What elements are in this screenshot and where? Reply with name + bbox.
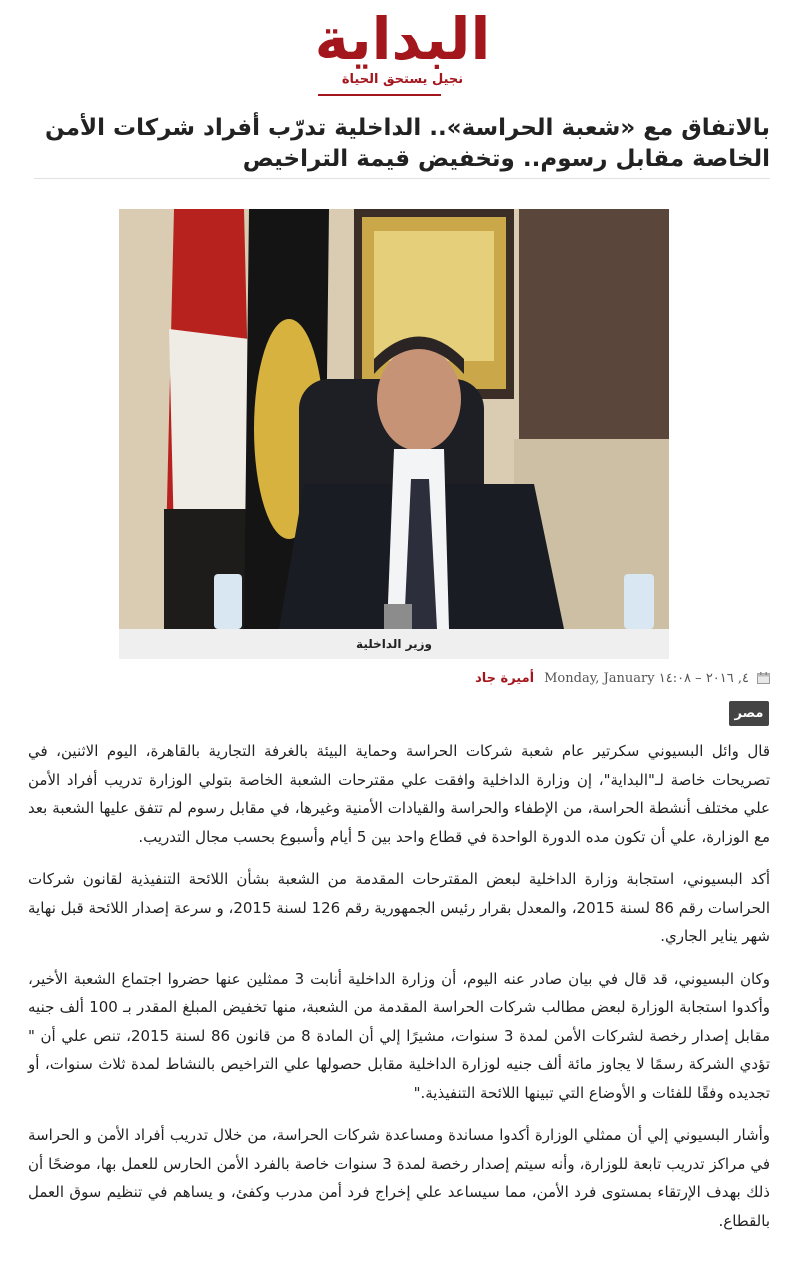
article-photo — [119, 209, 669, 629]
author-link[interactable]: أميرة جاد — [475, 670, 535, 686]
site-logo[interactable] — [300, 5, 505, 100]
image-caption: وزير الداخلية — [356, 637, 432, 651]
calendar-icon — [757, 672, 770, 684]
article-image-frame — [119, 209, 669, 659]
paragraph: قال وائل البسيوني سكرتير عام شعبة شركات الحراسة وحماية البيئة بالغرفة التجارية بالقاهرة، اليوم الاثنين، في تصريحات خاصة لـ"البداية"، إن وزارة الداخلية وافقت علي مقترحات الشعبة الخاصة بتولي الوزارة تدريب أفراد الأمن علي مختلف أنشطة الحراسة، من الإطفاء والحراسة والقيادات الأمنية وغيرها، في مقابل رسوم لم تتفق عليها الشعبة بعد مع الوزارة، علي أن تكون مده الدورة الواحدة في قطاع واحد بين 5 أيام وأسبوع بحسب مجال التدريب. — [28, 742, 770, 846]
paragraph: أكد البسيوني، استجابة وزارة الداخلية لبعض المقترحات المقدمة من الشعبة بشأن اللائحة التنفيذية لقانون شركات الحراسات رقم 86 لسنة 2015، والمعدل بقرار رئيس الجمهورية رقم 126 لسنة 2015، و سرعة إصدار اللائحة قبل نهاية شهر يناير الجاري. — [28, 870, 771, 945]
paragraph: وأشار البسيوني إلي أن ممثلي الوزارة أكدوا مساندة ومساعدة شركات الحراسة، من خلال تدريب أفراد الأمن و الحراسة في مراكز تدريب تابعة للوزارة، وأنه سيتم إصدار رخصة لمدة 3 سنوات خاصة بالفرد الأمن الحارس للعمل بها، موضحًا أن ذلك بهدف الإرتقاء بمستوى فرد الأمن، مما سيساعد علي إخراج فرد أمن مدرب وكفئ، و يساهم في تنظيم سوق العمل بالقطاع. — [28, 1126, 770, 1230]
article-body — [28, 737, 770, 1249]
category-tag[interactable]: مصر — [729, 701, 769, 726]
logo-underline — [318, 94, 441, 96]
paragraph: وكان البسيوني، قد قال في بيان صادر عنه اليوم، أن وزارة الداخلية أنابت 3 ممثلين عنها حضروا اجتماع الشعبة الأخير، وأكدوا استجابة الوزارة لبعض مطالب شركات الحراسة المقدمة من الشعبة، منها تخفيض المبلغ المقدر بـ 100 ألف جنيه مقابل إصدار رخصة لشركات الأمن لمدة 3 سنوات، مشيرًا إلي أن المادة 8 من قانون 86 لسنة 2015، تنص علي أن " تؤدي الشركة رسمًا لا يجاوز مائة ألف جنيه لوزارة الداخلية مقابل حصولها علي التراخيص بالنشاط لمدة ثلاث سنوات، أو تجديده وفقًا للفئات و الأوضاع التي تبينها اللائحة التنفيذية." — [28, 969, 770, 1102]
logo-wordmark: البداية — [314, 5, 491, 73]
article-meta — [390, 668, 770, 688]
divider — [34, 178, 770, 179]
article-title: بالاتفاق مع «شعبة الحراسة».. الداخلية تدرّب أفراد شركات الأمن الخاصة مقابل رسوم.. وتخفيض قيمة التراخيص — [45, 115, 770, 172]
publish-date: Monday, January ٤, ٢٠١٦ – ١٤:٠٨ — [544, 670, 749, 686]
logo-tagline: نجيل يستحق الحياة — [341, 72, 464, 87]
